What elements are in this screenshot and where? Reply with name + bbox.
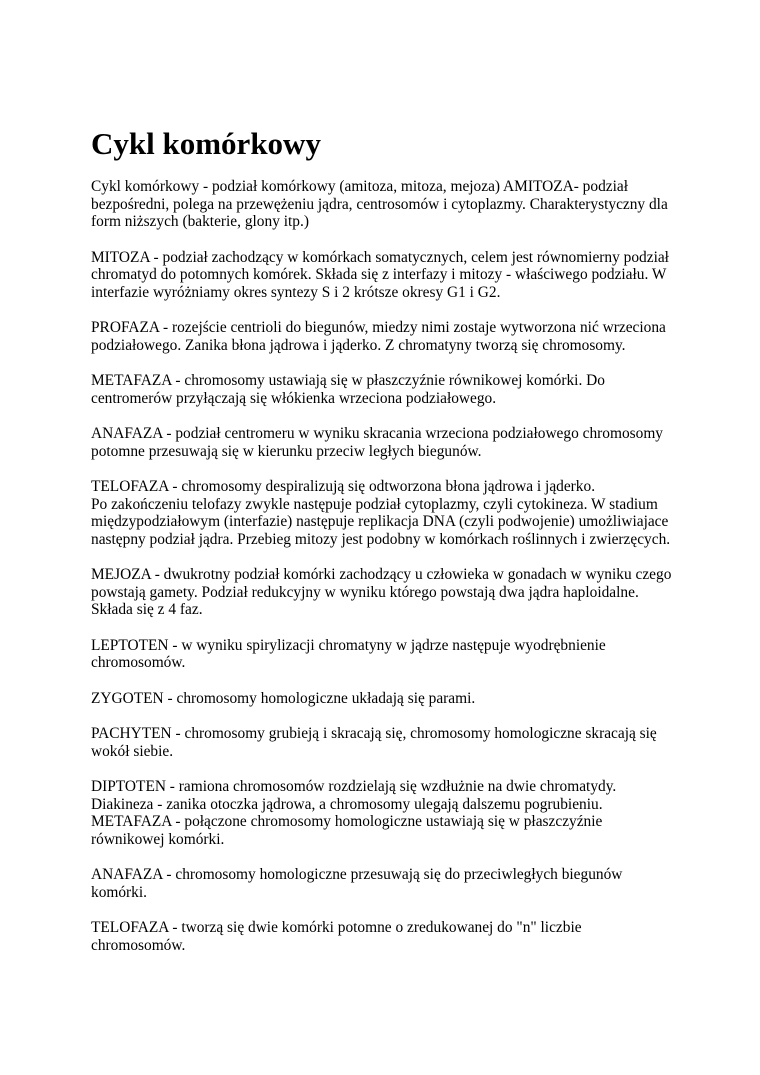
paragraph-line: MITOZA - podział zachodzący w komórkach somatycznych, celem jest równomierny podział	[91, 248, 669, 266]
paragraph-line: podziałowego. Zanika błona jądrowa i jąderko. Z chromatyny tworzą się chromosomy.	[91, 336, 626, 354]
paragraph-line: potomne przesuwają się w kierunku przeciw ległych biegunów.	[91, 442, 482, 460]
paragraph-line: LEPTOTEN - w wyniku spirylizacji chromatyny w jądrze następuje wyodrębnienie	[91, 636, 606, 654]
paragraph-line: bezpośredni, polega na przewężeniu jądra, centrosomów i cytoplazmy. Charakterystyczny dla	[91, 195, 668, 213]
paragraph-pachyten	[91, 725, 691, 760]
document-content	[91, 122, 691, 972]
paragraph-anafaza	[91, 425, 691, 460]
paragraph-mejoza	[91, 566, 691, 619]
paragraph-line: DIPTOTEN - ramiona chromosomów rozdzielają się wzdłużnie na dwie chromatydy.	[91, 778, 617, 796]
page-title: Cykl komórkowy	[91, 126, 321, 161]
paragraph-line: Diakineza - zanika otoczka jądrowa, a chromosomy ulegają dalszemu pogrubieniu.	[91, 795, 603, 813]
paragraph-line: wokół siebie.	[91, 742, 174, 760]
paragraph-line: ZYGOTEN - chromosomy homologiczne układają się parami.	[91, 689, 476, 707]
paragraph-list	[91, 178, 691, 955]
paragraph-line: ANAFAZA - chromosomy homologiczne przesuwają się do przeciwległych biegunów	[91, 866, 623, 884]
paragraph-telofaza	[91, 478, 691, 548]
paragraph-anafaza-meiotic	[91, 866, 691, 901]
paragraph-line: powstają gamety. Podział redukcyjny w wyniku którego powstają dwa jądra haploidalne.	[91, 583, 639, 601]
paragraph-metafaza	[91, 372, 691, 407]
paragraph-zygoten	[91, 690, 691, 708]
paragraph-line: centromerów przyłączają się włókienka wrzeciona podziałowego.	[91, 389, 497, 407]
paragraph-line: METAFAZA - chromosomy ustawiają się w płaszczyźnie równikowej komórki. Do	[91, 372, 605, 390]
paragraph-line: międzypodziałowym (interfazie) następuje replikacja DNA (czyli podwojenie) umożliwiajace	[91, 513, 669, 531]
paragraph-line: Po zakończeniu telofazy zwykle następuje podział cytoplazmy, czyli cytokineza. W stadium	[91, 495, 658, 513]
paragraph-line: komórki.	[91, 883, 148, 901]
paragraph-line: PACHYTEN - chromosomy grubieją i skracają się, chromosomy homologiczne skracają się	[91, 725, 657, 743]
paragraph-mitoza	[91, 249, 691, 302]
paragraph-line: PROFAZA - rozejście centrioli do biegunów, miedzy nimi zostaje wytworzona nić wrzeciona	[91, 319, 666, 337]
paragraph-line: równikowej komórki.	[91, 831, 225, 848]
paragraph-line: form niższych (bakterie, glony itp.)	[91, 213, 309, 231]
paragraph-line: TELOFAZA - tworzą się dwie komórki potomne o zredukowanej do "n" liczbie	[91, 919, 582, 937]
paragraph-line: METAFAZA - połączone chromosomy homologiczne ustawiają się w płaszczyźnie	[91, 813, 603, 831]
paragraph-line: Cykl komórkowy - podział komórkowy (amitoza, mitoza, mejoza) AMITOZA- podział	[91, 178, 628, 195]
paragraph-amitoza	[91, 178, 691, 231]
paragraph-profaza	[91, 319, 691, 354]
paragraph-line: MEJOZA - dwukrotny podział komórki zachodzący u człowieka w gonadach w wyniku czego	[91, 566, 672, 584]
paragraph-diptoten	[91, 778, 691, 848]
paragraph-line: następny podział jądra. Przebieg mitozy jest podobny w komórkach roślinnych i zwierzęcych.	[91, 530, 671, 548]
paragraph-line: interfazie wyróżniamy okres syntezy S i 2 krótsze okresy G1 i G2.	[91, 283, 501, 301]
paragraph-line: chromosomów.	[91, 936, 186, 954]
paragraph-line: chromosomów.	[91, 654, 186, 672]
paragraph-line: ANAFAZA - podział centromeru w wyniku skracania wrzeciona podziałowego chromosomy	[91, 425, 663, 443]
paragraph-line: Składa się z 4 faz.	[91, 601, 203, 619]
paragraph-line: TELOFAZA - chromosomy despiralizują się odtworzona błona jądrowa i jąderko.	[91, 478, 596, 496]
paragraph-telofaza-meiotic	[91, 919, 691, 954]
paragraph-leptoten	[91, 637, 691, 672]
paragraph-line: chromatyd do potomnych komórek. Składa się z interfazy i mitozy - właściwego podziału. W	[91, 266, 667, 284]
